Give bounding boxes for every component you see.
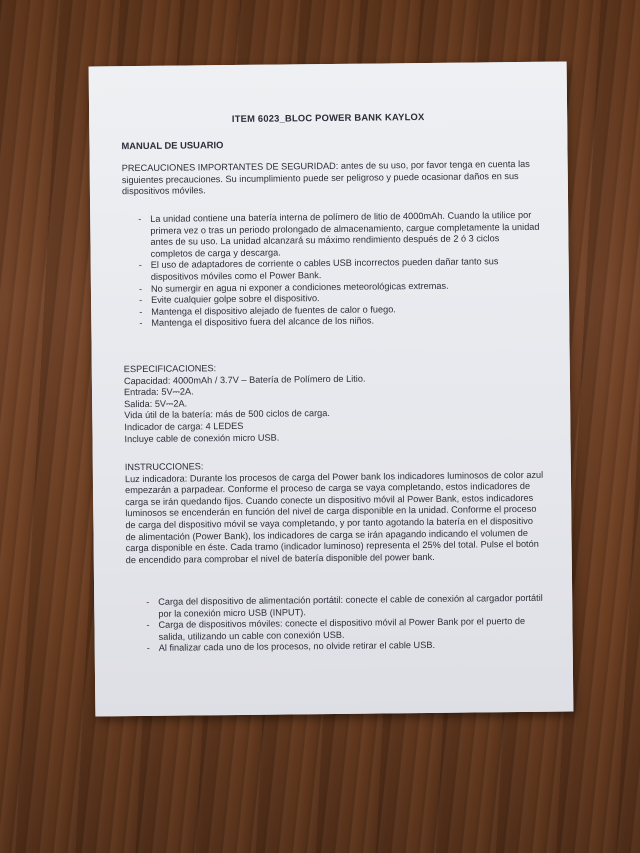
list-item: - Carga de dispositivos móviles: conecte el dispositivo móvil al Power Bank por el puerto de salida, utilizando un cable con conexión USB.	[146, 616, 526, 642]
spec-line: Indicador de carga: 4 LEDES	[124, 420, 244, 433]
spec-line: Incluye cable de conexión micro USB.	[124, 432, 280, 444]
instructions	[125, 458, 546, 567]
instructions-heading: INSTRUCCIONES:	[124, 461, 204, 473]
instructions-text: Luz indicadora: Durante los procesos de carga del Power bank los indicadores luminosos de color azul empezarán a parpadear. Conforme el proceso de carga se vaya completando, estos indicadores de carga se irán quedando fijos. Cuando conecte un dispositivo móvil al Power Bank, estos indicadores luminosos se encenderán en función del nivel de carga disponible en la unidad. Conforme el proceso de carga del dispositivo móvil se vaya completando, y por tanto agotando la batería en el dispositivo de alimentación (Power Bank), los indicadores de carga se irán apagando indicando el volumen de carga disponible en éste. Cada tramo (indicador luminoso) representa el 25% del total. Pulse el botón de encendido para comprobar el nivel de batería disponible del power bank.	[124, 469, 544, 565]
specifications	[124, 360, 545, 446]
precautions-list	[138, 210, 543, 330]
list-item: - Mantenga el dispositivo alejado de fuentes de calor o fuego.	[139, 304, 396, 317]
spec-line: Entrada: 5V⎓2A.	[123, 386, 194, 398]
list-item: - No sumergir en agua ni exponer a condiciones meteorológicas extremas.	[138, 280, 449, 294]
document-title: ITEM 6023_BLOC POWER BANK KAYLOX	[231, 111, 425, 125]
list-item: - Mantenga el dispositivo fuera del alcance de los niños.	[139, 315, 375, 329]
list-item: - Carga del dispositivo de alimentación portátil: conecte el cable de conexión al cargador portátil por la conexión micro USB (INPUT).	[146, 592, 543, 619]
usage-list	[146, 593, 547, 655]
spec-line: Capacidad: 4000mAh / 3.7V – Batería de Polímero de Litio.	[123, 373, 366, 386]
list-item: - Evite cualquier golpe sobre el dispositivo.	[139, 293, 320, 306]
spec-line: Vida útil de la batería: más de 500 ciclos de carga.	[124, 408, 330, 421]
specs-heading: ESPECIFICACIONES:	[123, 363, 217, 375]
paper-sheet	[89, 62, 574, 717]
list-item: - La unidad contiene una batería interna de polímero de litio de 4000mAh. Cuando la utilice por primera vez o tras un periodo prolongado de almacenamiento, cargue completamente la unidad antes de su uso. La unidad alcanzará su máximo rendimiento después de 2 ó 3 ciclos completos de carga y descarga.	[138, 209, 540, 259]
spec-line: Salida: 5V⎓2A.	[124, 398, 188, 409]
manual-heading: MANUAL DE USUARIO	[121, 139, 224, 152]
precautions-intro: PRECAUCIONES IMPORTANTES DE SEGURIDAD: antes de su uso, por favor tenga en cuenta las siguientes precauciones. Su incumplimiento puede ser peligroso y puede ocasionar daños en sus dispositivos móviles.	[121, 158, 530, 197]
list-item: - Al finalizar cada uno de los procesos, no olvide retirar el cable USB.	[146, 640, 436, 654]
list-item: - El uso de adaptadores de corriente o cables USB incorrectos pueden dañar tanto sus dispositivos móviles como el Power Bank.	[138, 256, 499, 282]
